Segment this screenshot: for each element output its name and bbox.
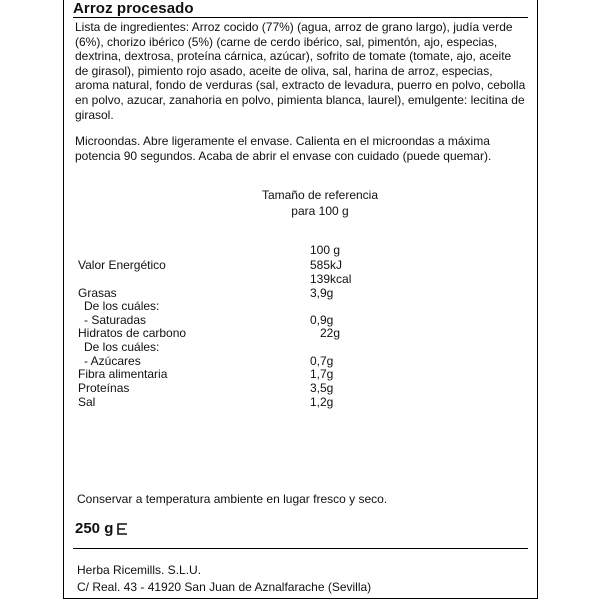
nutrient-label: De los cuáles: [84, 340, 160, 354]
per-amount-label: 100 g [310, 243, 341, 257]
net-weight [75, 520, 128, 537]
microwave-instructions: Microondas. Abre ligeramente el envase. Calienta en el microondas a máxima potencia 90 segundos. Acaba de abrir el envase con cuidado (puede quemar). [75, 134, 492, 163]
nutrient-label: Fibra alimentaria [78, 367, 168, 381]
nutrient-label: De los cuáles: [84, 299, 160, 313]
storage-instructions: Conservar a temperatura ambiente en lugar fresco y seco. [77, 492, 388, 506]
nutrient-label: Hidratos de carbono [78, 326, 187, 340]
nutrient-value: 0,7g [310, 354, 334, 368]
title-divider [73, 17, 528, 18]
company-address: C/ Real. 43 - 41920 San Juan de Aznalfarache (Sevilla) [77, 580, 372, 594]
nutrient-value: 22g [320, 326, 341, 340]
net-weight-value: 250 g [75, 520, 114, 537]
nutrient-label: Valor Energético [78, 258, 166, 272]
nutrient-label: - Saturadas [84, 313, 147, 327]
nutrient-label: Sal [78, 395, 96, 409]
nutrient-value: 1,7g [310, 367, 334, 381]
nutrient-value: 139kcal [310, 272, 352, 286]
estimated-e-mark-icon [116, 522, 128, 536]
product-title: Arroz procesado [73, 0, 194, 17]
reference-line-2: para 100 g [291, 204, 349, 218]
nutrient-label: Grasas [78, 286, 117, 300]
footer-divider [73, 548, 528, 549]
reference-line-1: Tamaño de referencia [261, 188, 379, 202]
nutrient-value: 1,2g [310, 395, 334, 409]
nutrient-label: Proteínas [78, 381, 130, 395]
nutrient-label: - Azúcares [84, 354, 141, 368]
company-name: Herba Ricemills. S.L.U. [77, 563, 202, 577]
reference-size [250, 187, 390, 219]
ingredients-list: Lista de ingredientes: Arroz cocido (77%) (agua, arroz de grano largo), judía verde (6%), chorizo ibérico (5%) (carne de cerdo ibérico, sal, pimentón, ajo, especias, dextrina, dextrosa, proteína cárnica, azúcar), sofrito de tomate (tomate, ajo, aceite de girasol), pimiento rojo asado, aceite de oliva, sal, harina de arroz, especias, aroma natural, fondo de verduras (sal, extracto de levadura, puerro en polvo, cebolla en polvo, azucar, zanahoria en polvo, pimienta blanca, laurel), emulgente: lecitina de girasol. [75, 20, 526, 122]
nutrient-value: 3,5g [310, 381, 334, 395]
nutrient-value: 3,9g [310, 286, 334, 300]
nutrient-value: 585kJ [310, 258, 343, 272]
nutrient-value: 0,9g [310, 313, 334, 327]
